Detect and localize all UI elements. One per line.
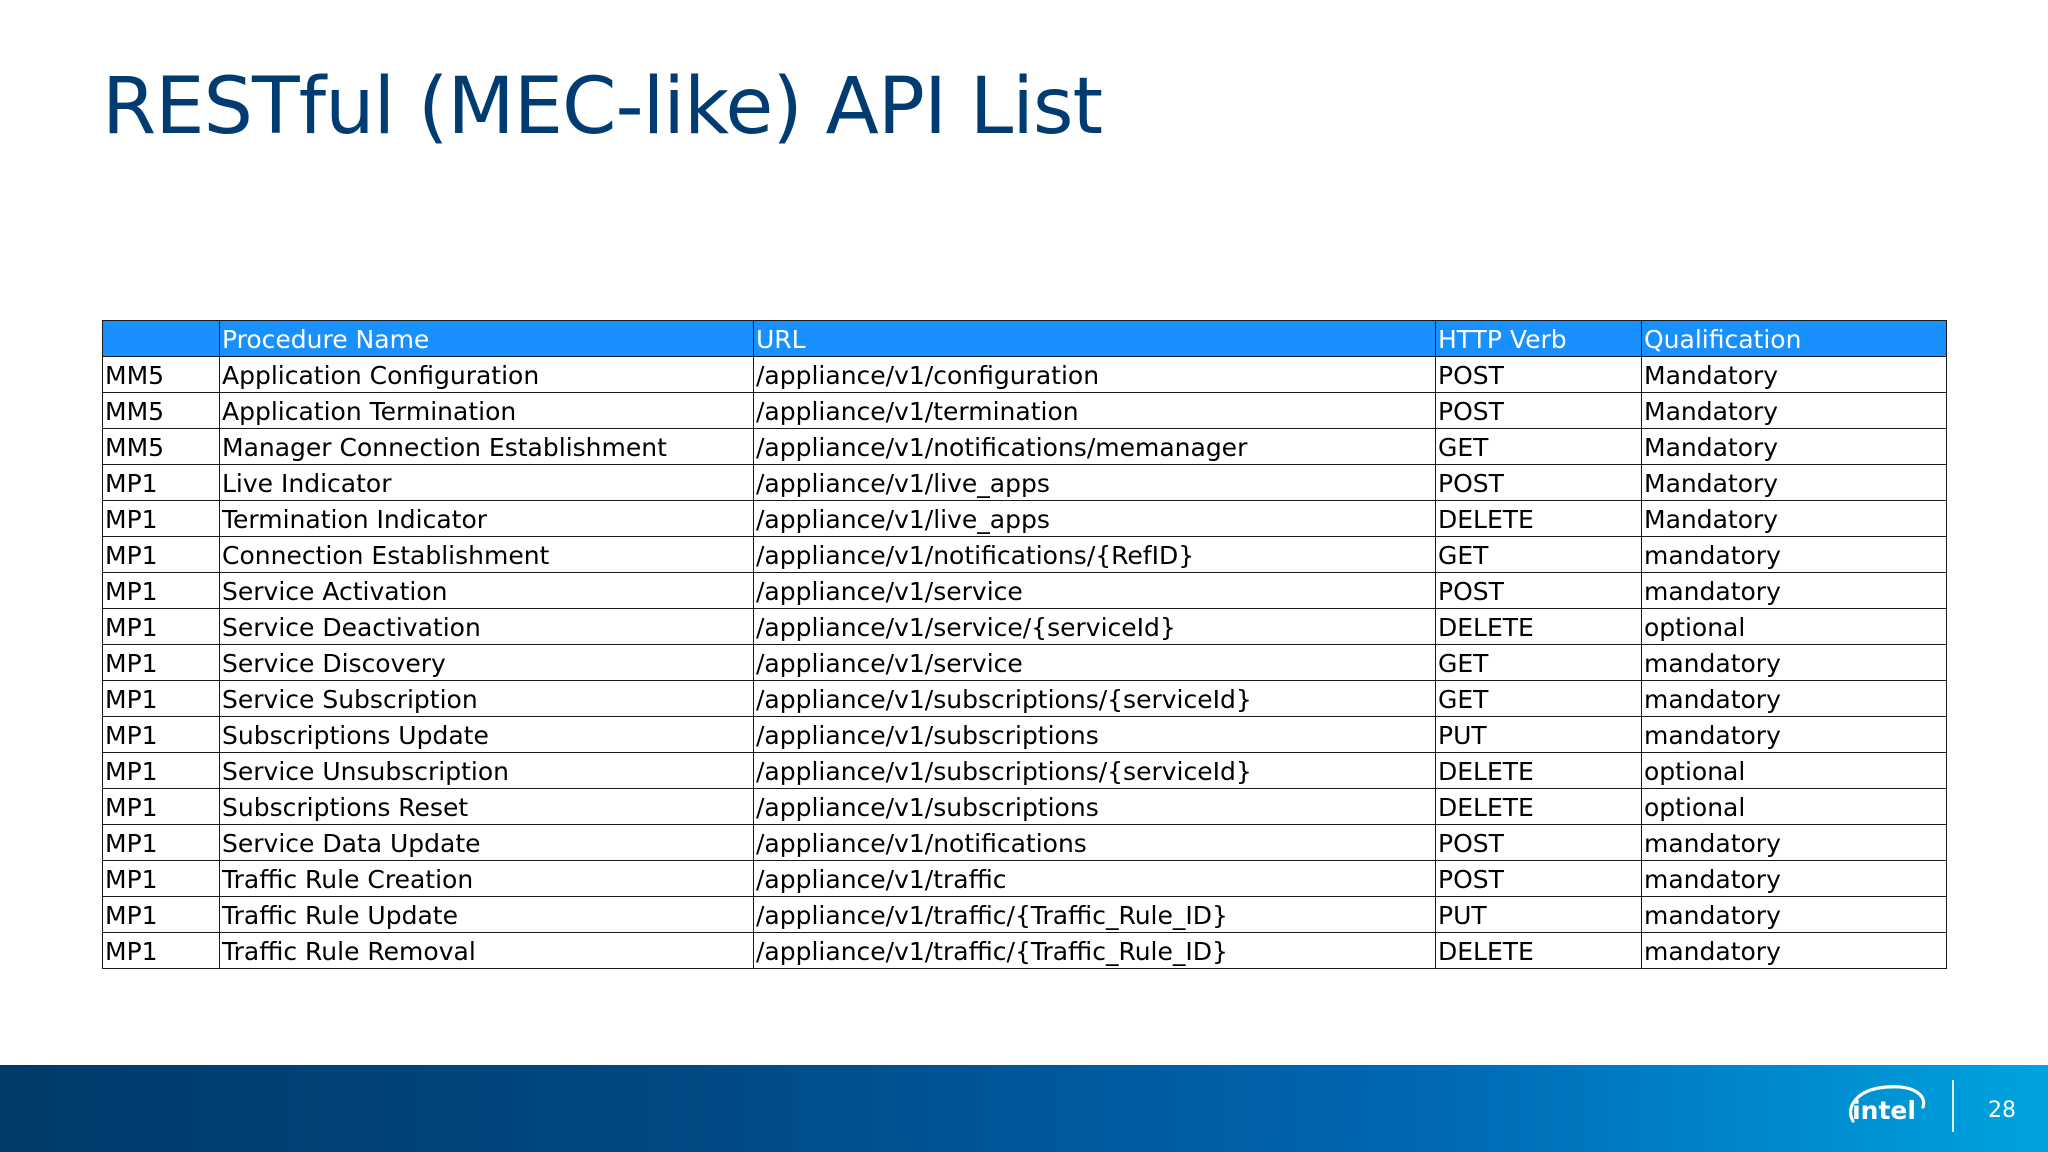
table-row [103, 465, 1947, 501]
interface-cell: MP1 [103, 789, 220, 825]
procedure-name-cell: Subscriptions Reset [220, 789, 754, 825]
http-verb-cell: DELETE [1436, 933, 1642, 969]
table-row [103, 861, 1947, 897]
procedure-name-cell: Service Deactivation [220, 609, 754, 645]
procedure-name-cell: Live Indicator [220, 465, 754, 501]
header-cell-procedure-name: Procedure Name [220, 321, 754, 357]
interface-cell: MP1 [103, 681, 220, 717]
url-cell: /appliance/v1/subscriptions/{serviceId} [754, 681, 1436, 717]
header-cell-interface [103, 321, 220, 357]
http-verb-cell: POST [1436, 825, 1642, 861]
url-cell: /appliance/v1/traffic [754, 861, 1436, 897]
footer-divider [1952, 1080, 1954, 1132]
procedure-name-cell: Connection Establishment [220, 537, 754, 573]
url-cell: /appliance/v1/subscriptions [754, 717, 1436, 753]
table-row [103, 897, 1947, 933]
interface-cell: MP1 [103, 825, 220, 861]
qualification-cell: mandatory [1642, 825, 1947, 861]
url-cell: /appliance/v1/configuration [754, 357, 1436, 393]
svg-text:intel: intel [1852, 1096, 1916, 1125]
procedure-name-cell: Service Subscription [220, 681, 754, 717]
table-row [103, 537, 1947, 573]
http-verb-cell: DELETE [1436, 753, 1642, 789]
table-header-row [103, 321, 1947, 357]
qualification-cell: Mandatory [1642, 393, 1947, 429]
table-row [103, 681, 1947, 717]
header-cell-qualification: Qualification [1642, 321, 1947, 357]
interface-cell: MP1 [103, 573, 220, 609]
url-cell: /appliance/v1/notifications [754, 825, 1436, 861]
interface-cell: MP1 [103, 501, 220, 537]
procedure-name-cell: Traffic Rule Creation [220, 861, 754, 897]
header-cell-http-verb: HTTP Verb [1436, 321, 1642, 357]
http-verb-cell: POST [1436, 357, 1642, 393]
table-row [103, 645, 1947, 681]
procedure-name-cell: Service Data Update [220, 825, 754, 861]
http-verb-cell: POST [1436, 393, 1642, 429]
http-verb-cell: POST [1436, 465, 1642, 501]
interface-cell: MP1 [103, 933, 220, 969]
interface-cell: MM5 [103, 429, 220, 465]
table-row [103, 825, 1947, 861]
qualification-cell: Mandatory [1642, 501, 1947, 537]
table-row [103, 573, 1947, 609]
procedure-name-cell: Service Discovery [220, 645, 754, 681]
url-cell: /appliance/v1/subscriptions [754, 789, 1436, 825]
table-body [103, 357, 1947, 969]
qualification-cell: mandatory [1642, 897, 1947, 933]
url-cell: /appliance/v1/traffic/{Traffic_Rule_ID} [754, 897, 1436, 933]
qualification-cell: mandatory [1642, 681, 1947, 717]
qualification-cell: mandatory [1642, 933, 1947, 969]
procedure-name-cell: Subscriptions Update [220, 717, 754, 753]
qualification-cell: mandatory [1642, 645, 1947, 681]
http-verb-cell: PUT [1436, 717, 1642, 753]
footer-bar [0, 1065, 2048, 1152]
interface-cell: MP1 [103, 609, 220, 645]
url-cell: /appliance/v1/service [754, 573, 1436, 609]
qualification-cell: optional [1642, 609, 1947, 645]
table-row [103, 393, 1947, 429]
url-cell: /appliance/v1/traffic/{Traffic_Rule_ID} [754, 933, 1436, 969]
http-verb-cell: GET [1436, 645, 1642, 681]
table-row [103, 609, 1947, 645]
url-cell: /appliance/v1/subscriptions/{serviceId} [754, 753, 1436, 789]
qualification-cell: mandatory [1642, 717, 1947, 753]
procedure-name-cell: Application Configuration [220, 357, 754, 393]
interface-cell: MM5 [103, 393, 220, 429]
procedure-name-cell: Traffic Rule Update [220, 897, 754, 933]
http-verb-cell: DELETE [1436, 501, 1642, 537]
url-cell: /appliance/v1/service/{serviceId} [754, 609, 1436, 645]
url-cell: /appliance/v1/live_apps [754, 501, 1436, 537]
qualification-cell: Mandatory [1642, 429, 1947, 465]
http-verb-cell: POST [1436, 573, 1642, 609]
slide-title: RESTful (MEC-like) API List [102, 62, 1103, 152]
table-row [103, 501, 1947, 537]
http-verb-cell: GET [1436, 681, 1642, 717]
table-row [103, 789, 1947, 825]
http-verb-cell: GET [1436, 429, 1642, 465]
procedure-name-cell: Manager Connection Establishment [220, 429, 754, 465]
table-row [103, 357, 1947, 393]
url-cell: /appliance/v1/service [754, 645, 1436, 681]
qualification-cell: optional [1642, 789, 1947, 825]
table-row [103, 429, 1947, 465]
qualification-cell: mandatory [1642, 537, 1947, 573]
interface-cell: MP1 [103, 537, 220, 573]
interface-cell: MP1 [103, 753, 220, 789]
procedure-name-cell: Termination Indicator [220, 501, 754, 537]
header-cell-url: URL [754, 321, 1436, 357]
http-verb-cell: DELETE [1436, 789, 1642, 825]
url-cell: /appliance/v1/live_apps [754, 465, 1436, 501]
interface-cell: MP1 [103, 717, 220, 753]
http-verb-cell: POST [1436, 861, 1642, 897]
interface-cell: MM5 [103, 357, 220, 393]
interface-cell: MP1 [103, 645, 220, 681]
table-row [103, 753, 1947, 789]
intel-logo [1843, 1079, 1929, 1139]
qualification-cell: mandatory [1642, 573, 1947, 609]
table-row [103, 933, 1947, 969]
procedure-name-cell: Service Activation [220, 573, 754, 609]
qualification-cell: Mandatory [1642, 465, 1947, 501]
table-row [103, 717, 1947, 753]
qualification-cell: optional [1642, 753, 1947, 789]
procedure-name-cell: Application Termination [220, 393, 754, 429]
page-number: 28 [1988, 1098, 2016, 1123]
url-cell: /appliance/v1/notifications/memanager [754, 429, 1436, 465]
procedure-name-cell: Traffic Rule Removal [220, 933, 754, 969]
procedure-name-cell: Service Unsubscription [220, 753, 754, 789]
url-cell: /appliance/v1/notifications/{RefID} [754, 537, 1436, 573]
url-cell: /appliance/v1/termination [754, 393, 1436, 429]
http-verb-cell: GET [1436, 537, 1642, 573]
interface-cell: MP1 [103, 465, 220, 501]
http-verb-cell: DELETE [1436, 609, 1642, 645]
http-verb-cell: PUT [1436, 897, 1642, 933]
qualification-cell: mandatory [1642, 861, 1947, 897]
interface-cell: MP1 [103, 897, 220, 933]
qualification-cell: Mandatory [1642, 357, 1947, 393]
api-table [102, 320, 1947, 969]
interface-cell: MP1 [103, 861, 220, 897]
